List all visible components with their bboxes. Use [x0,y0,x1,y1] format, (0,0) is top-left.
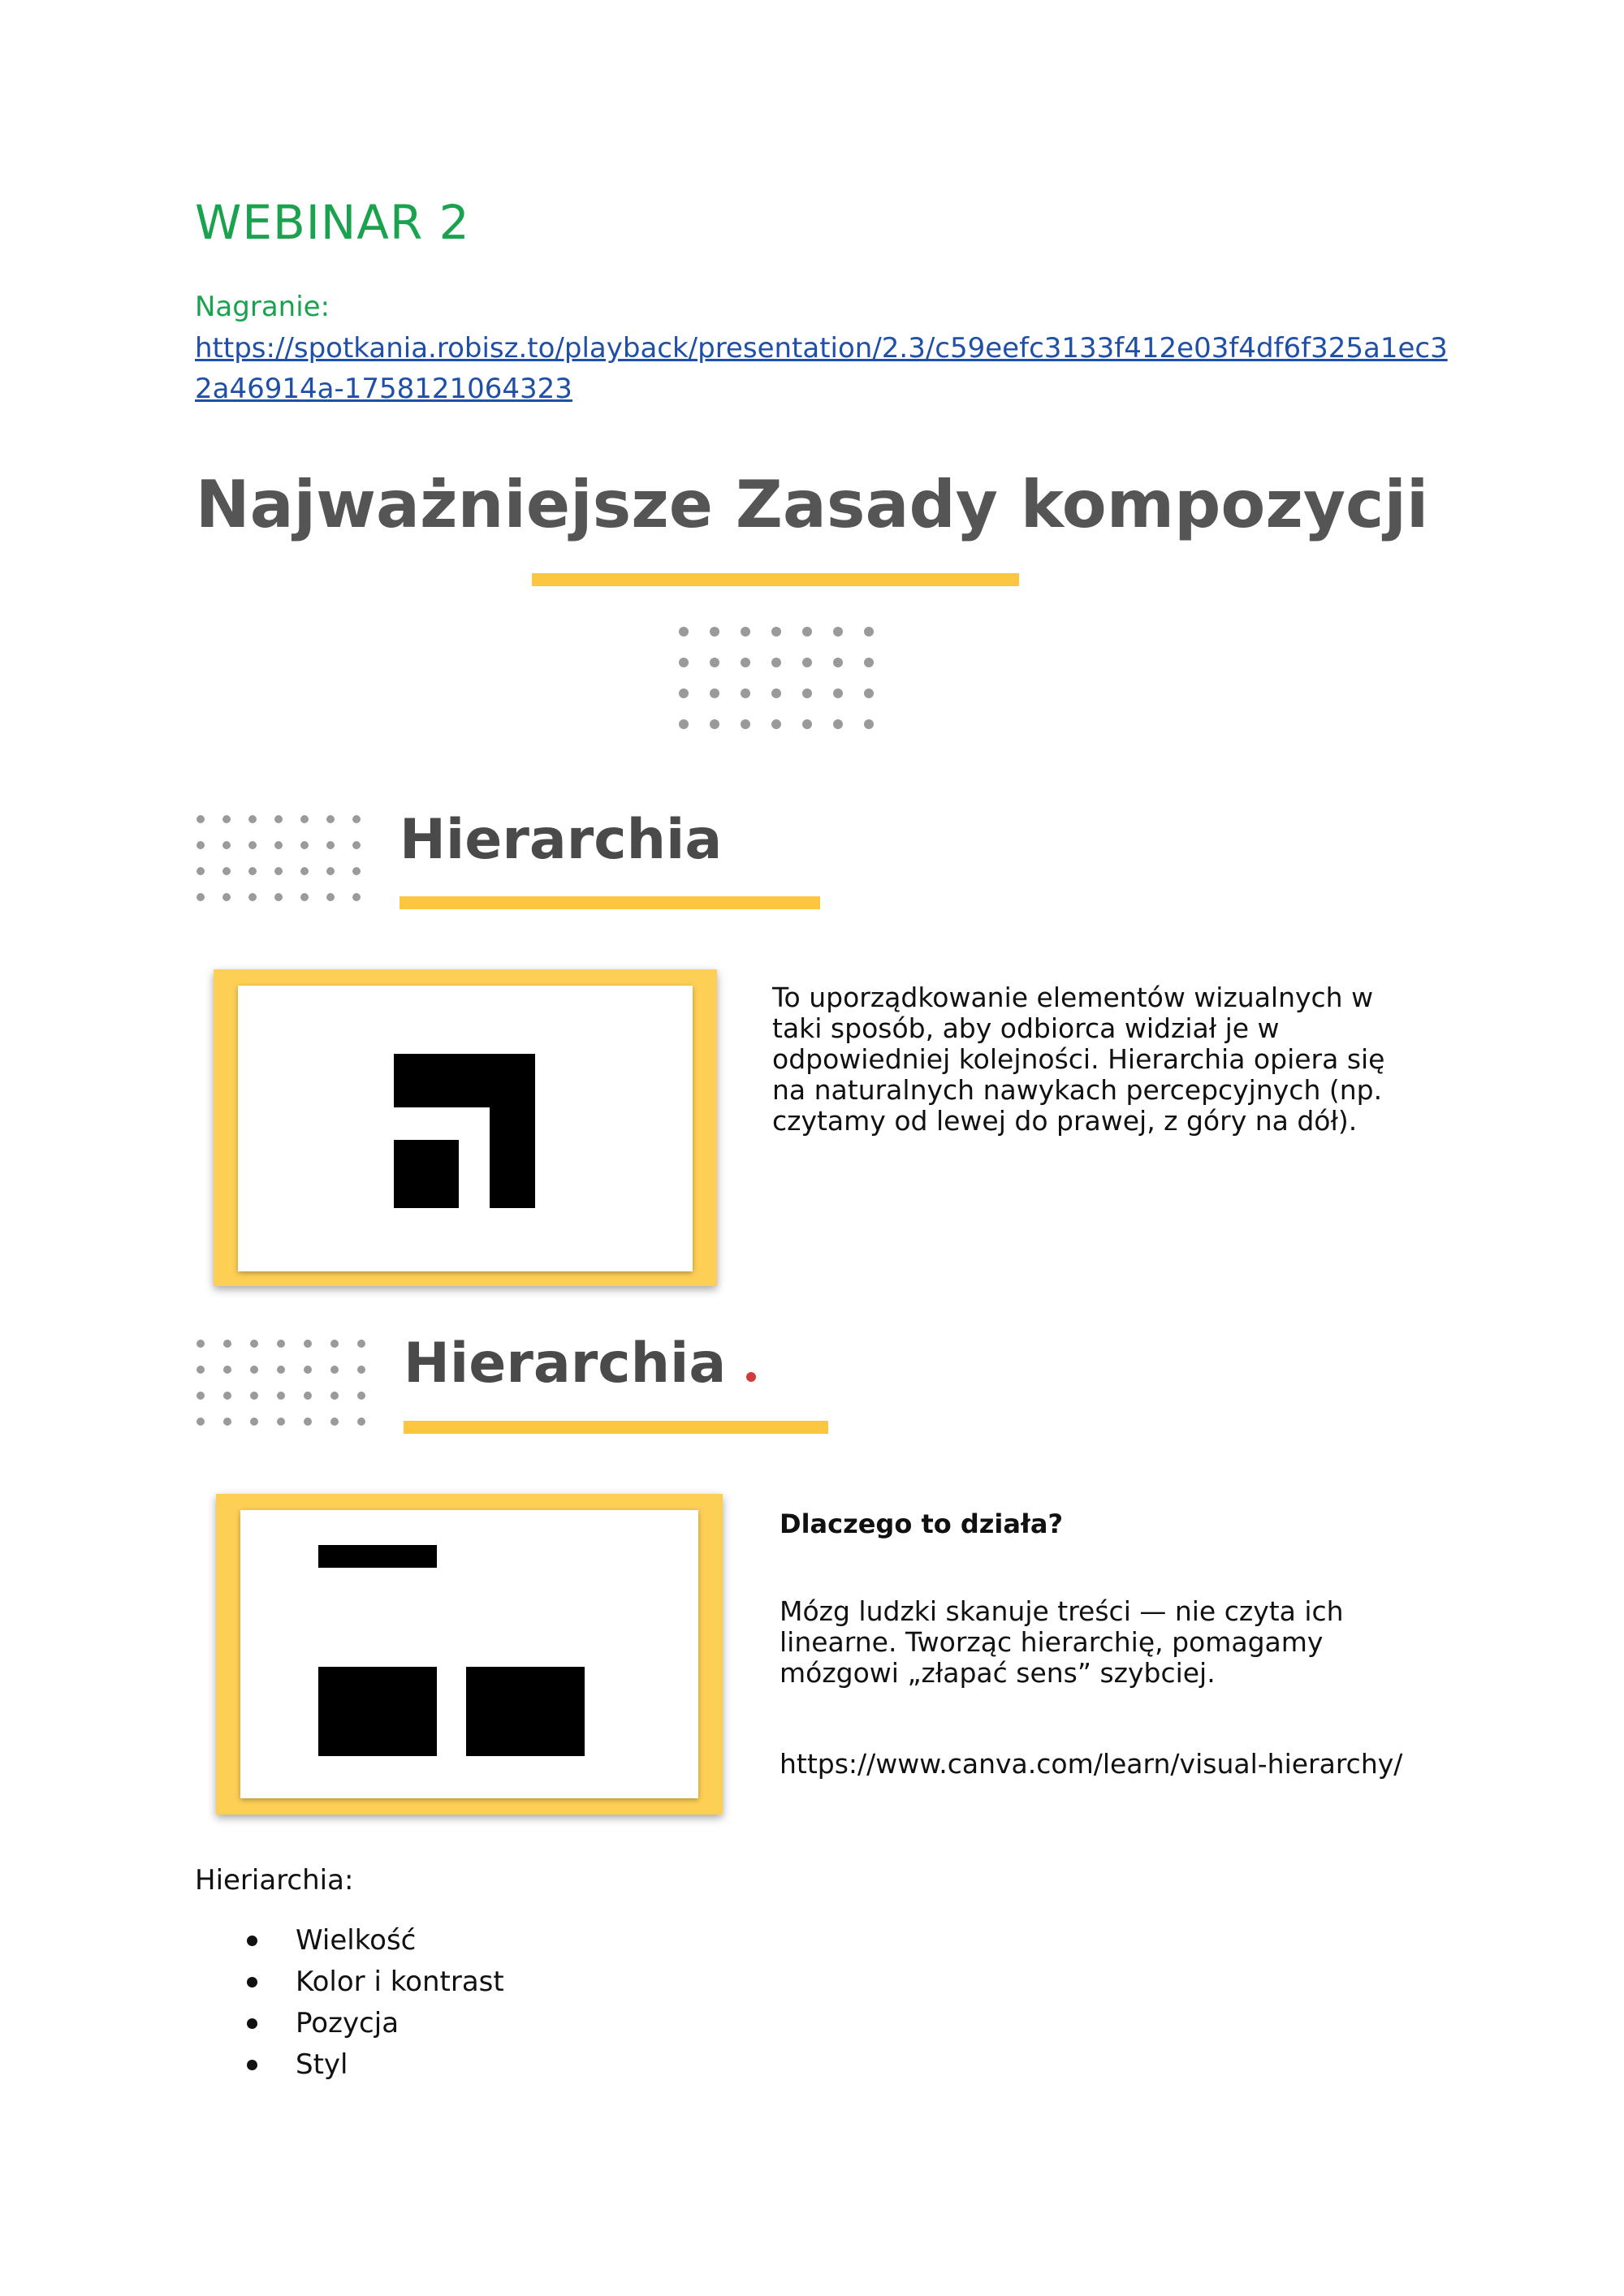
decorative-dot [833,719,843,729]
decorative-dot [357,1418,365,1426]
decorative-dot [197,893,205,901]
hierarchy-illustration-frame [214,969,717,1286]
bullet-icon [247,1936,257,1946]
section-title-underline [404,1421,828,1434]
decorative-dot [223,1366,231,1374]
decorative-dot [274,893,283,901]
bullet-icon [247,2060,257,2070]
decorative-dot [304,1366,312,1374]
decorative-dot [222,841,231,849]
recording-link[interactable]: https://spotkania.robisz.to/playback/presentation/2.3/c59eefc3133f412e03f4df6f325a1ec32a46914a-1758121064323 [195,332,1448,405]
decorative-dot [248,867,257,875]
decorative-dot [223,1418,231,1426]
decorative-dot [771,627,781,637]
decorative-dot [352,841,361,849]
decorative-dot [771,719,781,729]
decorative-dots [197,815,361,901]
decorative-dot [330,1418,339,1426]
decorative-dot [326,893,335,901]
list-item: Kolor i kontrast [244,1962,504,2003]
white-notch [459,1107,490,1208]
bullet-icon [247,2018,257,2029]
decorative-dot [222,867,231,875]
decorative-dot [352,867,361,875]
decorative-dot [864,658,874,667]
decorative-dot [197,1366,205,1374]
decorative-dot [679,658,689,667]
list-item: Styl [244,2044,504,2086]
decorative-dot [277,1392,285,1400]
decorative-dot [741,658,750,667]
decorative-dot [330,1366,339,1374]
decorative-dot [250,1418,258,1426]
decorative-dot [250,1392,258,1400]
decorative-dots [679,627,874,729]
decorative-dot [710,658,719,667]
decorative-dot [864,688,874,698]
decorative-dot [326,841,335,849]
decorative-dot [679,688,689,698]
decorative-dot [248,815,257,823]
list-heading: Hieriarchia: [195,1864,354,1897]
decorative-dot [352,815,361,823]
bullet-icon [247,1977,257,1987]
decorative-dot [250,1340,258,1348]
decorative-dot [304,1418,312,1426]
red-pointer-dot [746,1372,756,1382]
decorative-dot [710,719,719,729]
decorative-dot [326,815,335,823]
decorative-dots [197,1340,365,1426]
decorative-dot [864,627,874,637]
list-item: Wielkość [244,1920,504,1962]
main-title-underline [532,573,1019,586]
decorative-dot [277,1366,285,1374]
decorative-dot [300,893,309,901]
decorative-dot [300,867,309,875]
decorative-dot [197,1418,205,1426]
decorative-dot [802,688,812,698]
decorative-dot [679,627,689,637]
decorative-dot [357,1340,365,1348]
decorative-dot [274,841,283,849]
decorative-dot [833,688,843,698]
why-it-works-heading: Dlaczego to działa? [780,1508,1063,1539]
recording-label: Nagranie: [195,291,330,323]
decorative-dot [304,1340,312,1348]
decorative-dot [357,1366,365,1374]
decorative-dot [741,719,750,729]
decorative-dot [197,1392,205,1400]
section-title-underline [400,896,820,909]
decorative-dot [741,688,750,698]
decorative-dot [274,815,283,823]
decorative-dot [802,719,812,729]
decorative-dot [802,627,812,637]
left-block [318,1667,437,1756]
white-notch [394,1107,465,1140]
canva-link: https://www.canva.com/learn/visual-hierarchy/ [780,1748,1403,1780]
decorative-dot [802,658,812,667]
decorative-dot [300,841,309,849]
decorative-dot [710,688,719,698]
hierarchy-illustration [238,986,693,1271]
decorative-dot [304,1392,312,1400]
decorative-dot [833,658,843,667]
hierarchy-description: To uporządkowanie elementów wizualnych w taki sposób, aby odbiorca widział je w odpowiedniej kolejności. Hierarchia opiera się na naturalnych nawykach percepcyjnych (np. czytamy od lewej do prawej, z góry na dół). [772,982,1385,1137]
decorative-dot [197,815,205,823]
decorative-dot [326,867,335,875]
decorative-dot [274,867,283,875]
decorative-dot [250,1366,258,1374]
decorative-dot [222,893,231,901]
decorative-dot [223,1392,231,1400]
decorative-dot [771,688,781,698]
right-block [466,1667,585,1756]
decorative-dot [771,658,781,667]
decorative-dot [248,841,257,849]
section-title-hierarchy: Hierarchia [404,1331,727,1396]
decorative-dot [741,627,750,637]
decorative-dot [357,1392,365,1400]
bullet-list [244,1920,504,2086]
decorative-dot [330,1392,339,1400]
decorative-dot [197,1340,205,1348]
decorative-dot [277,1340,285,1348]
why-it-works-text: Mózg ludzki skanuje treści — nie czyta ich linearne. Tworząc hierarchię, pomagamy mózgowi „złapać sens” szybciej. [780,1595,1344,1689]
decorative-dot [223,1340,231,1348]
decorative-dot [300,815,309,823]
hierarchy-illustration-frame [216,1494,723,1815]
decorative-dot [864,719,874,729]
document-title: WEBINAR 2 [195,195,470,250]
decorative-dot [710,627,719,637]
section-title-hierarchy: Hierarchia [400,808,723,872]
small-bar [318,1545,437,1568]
decorative-dot [248,893,257,901]
decorative-dot [277,1418,285,1426]
decorative-dot [197,841,205,849]
list-item: Pozycja [244,2003,504,2044]
decorative-dot [197,867,205,875]
decorative-dot [833,627,843,637]
decorative-dot [352,893,361,901]
decorative-dot [330,1340,339,1348]
decorative-dot [222,815,231,823]
decorative-dot [679,719,689,729]
hierarchy-illustration [240,1510,698,1798]
slide-main-title: Najważniejsze Zasady kompozycji [195,467,1429,542]
